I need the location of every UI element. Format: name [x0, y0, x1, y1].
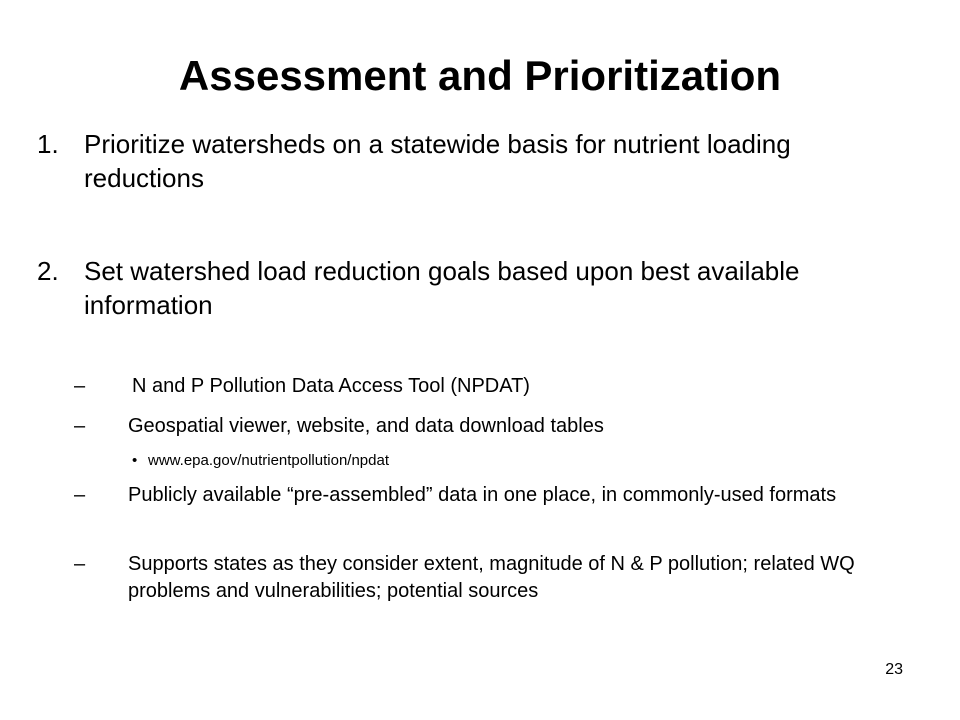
sub-item-text: N and P Pollution Data Access Tool (NPDAT) — [132, 375, 530, 397]
dash-marker: – — [74, 484, 86, 506]
sub-item-text: Publicly available “pre-assembled” data in one place, in commonly-used formats — [128, 484, 837, 506]
sub-item-public-data — [74, 482, 930, 509]
numbered-item-text: Set watershed load reduction goals based upon best available information — [84, 256, 800, 320]
sub-item-geospatial — [74, 413, 930, 440]
sub-item-url — [132, 451, 832, 471]
dash-marker: – — [74, 553, 86, 575]
sub-item-text: Geospatial viewer, website, and data download tables — [128, 415, 604, 437]
numbered-item-text: Prioritize watersheds on a statewide basis for nutrient loading reductions — [84, 129, 791, 193]
numbered-item-2 — [37, 254, 917, 322]
bullet-marker: • — [132, 452, 138, 469]
sub-item-npdat — [74, 373, 930, 400]
numbered-item-1 — [37, 127, 917, 195]
dash-marker: – — [74, 415, 86, 437]
numbered-item-marker: 2. — [37, 256, 59, 286]
sub-item-supports-states — [74, 551, 930, 605]
url-link[interactable]: www.epa.gov/nutrientpollution/npdat — [148, 452, 389, 469]
numbered-item-marker: 1. — [37, 129, 59, 159]
dash-marker: – — [74, 375, 86, 397]
page-number: 23 — [885, 661, 903, 678]
sub-item-text: Supports states as they consider extent, magnitude of N & P pollution; related WQ problems and vulnerabilities; potential sources — [128, 553, 855, 602]
slide-title: Assessment and Prioritization — [178, 52, 782, 99]
